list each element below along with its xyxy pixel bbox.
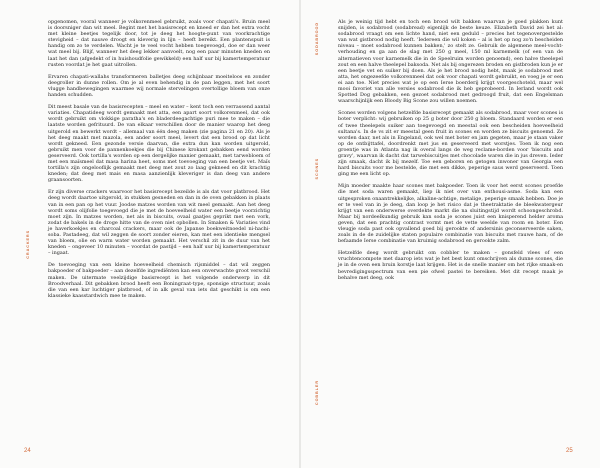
- margin-label-scones: SCONES: [315, 158, 319, 180]
- body-paragraph: Scones worden volgens hetzelfde basisrecept gemaakt als sodabrood, maar voor scones is boter verplicht: wij gebruiken op 25 g boter door 250 g bloem. Standaard worden er een of twee theelepels suiker aan toegevoegd en meestal ook een bescheiden hoeveelheid sultana's. In de vs zit er meestal geen fruit in scones en worden ze biscuits genoemd. Ze worden daar, net als in Engeland, ook wel met boter en jam gegeten, maar je staan vaker op de ontbijttafel, doordrenkt met jus en geserveerd met worstjes. Toen ik nog een groentje was in Atlanta nag ik overal langs de weg reclame-borden voor 'biscuits and gravy', waarvan ik dacht dat tarwebiscuitjes met chocolade waren die in jus dreven. Ieder zijn smaak, dacht ik bij mezelf. Toe een geboren en getogen inwoner van Georgia een hard biscuits voor me bestelde, die met een dikke, peperige saus werd geserveerd. Toen ging me een licht op.: [338, 110, 563, 178]
- margin-label-sodabrood: SODABROOD: [315, 22, 319, 56]
- right-text-column: [338, 19, 563, 287]
- body-paragraph: Hetzelfde deeg wordt gebruikt om cobbler te maken – gonsfeld vlees of een vruchtencompote met daarop iets wat je het best kunt omschrijven als dunne scones, die je in de oven een bruin korstje laat krijgen. Het is de snelle manier om het rijke smaak-en bevredigingsspectrum van een pie ofwel pastei te bereiken. Met dit recept maak je behalve met deeg, ook: [338, 250, 563, 281]
- margin-label-crackers: CRACKERS: [26, 230, 30, 259]
- body-paragraph: Als je weinig tijd hebt en toch een brood wilt bakken waarvan je goed plakken kunt snijden, is sodabrood (sodabread) eigenlijk de beste keuze. Elizabeth David zei het al: sodabrood vraagt om een lichte hand, niet een geduld – precies het tegenovergestelde van wat gistbrood nodig heeft. 'Iedereen die wil koken – al is het op nog zo'n bescheiden niveau – moet sodabrood kunnen bakken,' zo stelt ze. Gebruik de algemene meel-vocht-verhouding en ga aan de slag met 250 g meel, 150 ml karnemelk (of een van de alternatieven voor karnemelk die in de Speelruim worden genoemd), een halve theelepel zout en een halve theelepel baksoda. Net als bij ongerezen broden en gistbroden kun je er een beetje vet en suiker bij doen. Als je het brood nodig hebt, maak je sodabrood met atta, het ongezeefde volkorenmeel dat ook voor chapati wordt gebruikt, en voeg je er een ei aan toe. Niet precies wat je op een Ierse boerderij krijgt voorgeschoteld, maar wel mooi favoriet van alle versies sodabrood die ik heb geprobeerd. In Ierland wordt ook Spotted Dog gebakken, een gezoet sodabrood met gedroogd fruit, dat een Engelsman waarschijnlijk een Bloody Big Scone zou willen noemen.: [338, 19, 563, 105]
- body-paragraph: opgenomen, vooral wanneer je volkorenmeel gebruikt, zoals voor chapati's. Bruin meel is doorsniger dan wit meel. Begint met het basisrecept en kneed er dan het extra vocht met kleine beetjes tegelijk door, tot je deeg het hoogte-punt van voorkrachtige stevigheid – dat nauwe droogt en kleverig in lijn – heeft bereikt. Een plantenspuit is handig om zo te verdelen. Wacht je te veel vocht hebben toegevoegd, doe er dan weer wat meel bij. Blijf, wanneer het deeg lekker aanvoelt, nog een paar minuten kneden en laat het dan (afgedekt of in huishoudfolie gewikkeld) een half uur bij kamertemperatuur rusten voordat je het gaat uitrollen.: [48, 19, 270, 68]
- margin-label-cobbler: COBBLER: [315, 380, 319, 406]
- page-number-right: 25: [566, 448, 573, 454]
- body-paragraph: Mijn moeder maakte haar scones met bakpoeder. Toen ik voor het eerst scones proefde die met soda waren gemaakt, liep ik niet over van enthousi-asme. Soda kan een uitgesproken onaantrekkelijke, alkaline-achtige, metalige, peperige smaak hebben. Doe je er te veel van in je deeg, dan loop je het risico dat je theetraktatie de bleekwatergeur krijgt van een onderwerse overdekte markt die na sluitingstijd wordt schoongeschrobd. Maar bij nordeelkundig gebruik kan soda je scones juist een knisperend helder aroma geven, dat een prachtig contrast vormt met de vette weelde van room en boter. Een vleugje soda past ook opvallend goed bij gerookte of andersinis geconserveerde saken, zoals in de de zuidelijke staten populaire combinatie van biscuits met rauwe ham, of de befaamde Ierse combinatie van kruimig sodabrood en gerookte zalm.: [338, 183, 563, 245]
- body-paragraph: Er zijn diverse crackers waarvoor het basisrecept bezeilde is als dat voor platbrood. Het deeg wordt daartoe uitgerold, in stukken gesneden en dan in de oven gebakken in plaats van in een pan op het vuur. Joodse matzes worden van wit meel gemaakt. Aan het deeg wordt soms olijfolie toegevoegd die je met de hoeveelheid water een beetje voorzichtig moet zijn. In matzes worden, net als in biscuits, ovaal gaatjes geprikt met een vork, zodat de bakels in de droge hitte van de oven niet opbollen. In Smaken & Variaties vind je haverkoekjes en charcoal crackers, maar ook de Japanse boekweitnoedel ni-hachi-soba. Pastadeeg, dat wil zeggen de soort zonder eieren, kan met een identieke mengsel van bloem, olie en warm water worden gemaakt. Het verschil zit in de duur van het kneden – ongeveer 10 minuten – voordat de pastijd – een half uur bij kamertemperatuur – ingaat.: [48, 189, 270, 257]
- page-number-left: 24: [24, 448, 31, 454]
- body-paragraph: De toevoeging van een kleine hoeveelheid chemisch rijsmiddel – dat wil zeggen bakpoeder of bakpoeder – aan dezelfde ingrediënten kan een onverwachte groot verschil maken. De uitermate veelzijdige basisrecept is het volgende onderwerp in dit Broodverhaal. Dit gebakken brood heeft een Boningraat-type, sponsige structuur, zoals die van een kar luchtiger platbrood, of in alk geval van iets dat geschikt is om een klassieke kaasstardwich mee te maken.: [48, 262, 270, 299]
- body-paragraph: Ervaren chapati-wallahs transformeren balletjes deeg schijnbaar moeiteloos en zonder deegroller in dunne rollen. Om je al even behendig in de pan leggen, met het soort vlugge handbewegingen waarmee wij normale stervelingen overtollige bloem van onze handen schudden.: [48, 73, 270, 99]
- body-paragraph: Dit meest basale van de basisrecepten – meel en water – kent toch een verrassend aantal variaties. Chapatideeg wordt gemaakt met atta, een apart soort volkorenmeel, dat ook wordt gebruikt om vlokkige paratha's en bladerdeegachtige puri mee te maken – die laatste worden gefrituurd. De van elkaar verschillen door de manier waarop het deeg uitgerold en bewerkt wordt – allemaal van één deeg maken (zie pagina 21 en 20). Als je het deeg maakt met mazola, een ander soort meel, levert dat een brood op dat licht wordt gekneed. Een gezonde versie daarvan, die extra dun kan worden uitgerold, gebruikt men voor de pannenkoekjes die bij Chinese krokant gebakken eend worden geserveerd. Ook tortilla's worden op een dergelijke manier gemaakt, met tarwebloem of met een maïsmeel dat masa harina heet, soms met toevoeging van een beetje vet. Maïs tortilla's zijn ongelooflijk gemaakt met deeg met zout zo laag gekneed en dit krachtig kneden; dat deeg met mais en masa aanzienlijk kleveriger is dan deeg van andere graansoorten.: [48, 104, 270, 184]
- left-text-column: [48, 19, 270, 305]
